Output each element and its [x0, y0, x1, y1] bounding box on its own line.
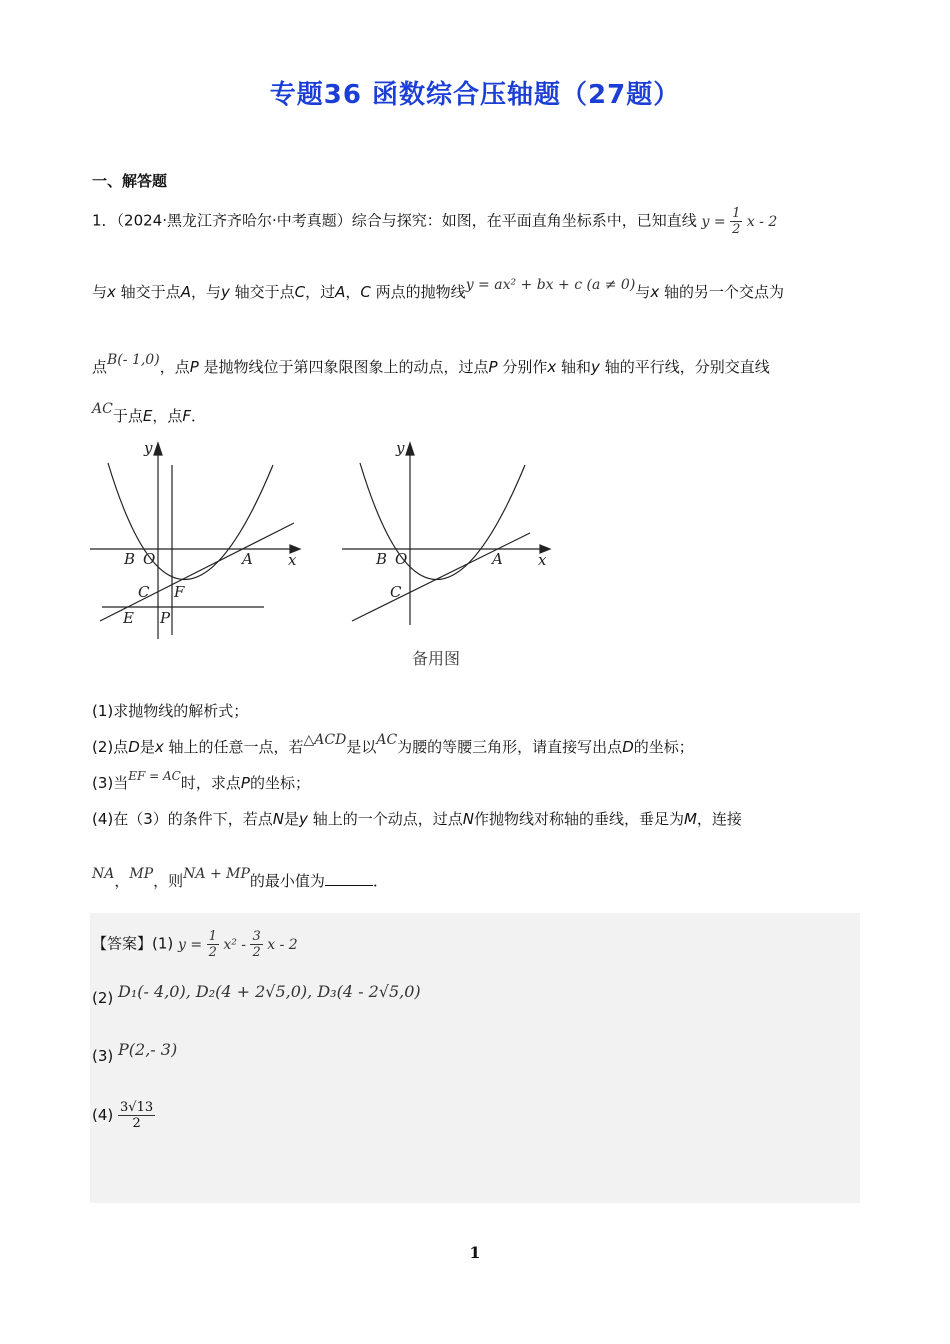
label-c: C	[390, 583, 402, 601]
figure-caption: 备用图	[412, 649, 461, 668]
answer-1: 【答案】(1) y = $\frac{1}{2}$ x² - $\frac{3}{2}$ x - 2	[92, 929, 298, 960]
figure-main	[88, 435, 318, 645]
question-3: (3)当$^{EF = AC}$时，求点P的坐标；	[92, 769, 310, 792]
parabola-equation: y = ax² + bx + c (a ≠ 0)	[465, 277, 636, 293]
label-b: B	[124, 550, 136, 568]
y-axis-arrow	[406, 443, 414, 455]
answer-4: (4) $\frac{3√13}{2}$	[92, 1100, 154, 1131]
problem-line-4: AC于点E，点F．	[92, 401, 206, 425]
label-x: x	[538, 551, 547, 569]
answer-3: (3) P(2,- 3)	[92, 1040, 178, 1065]
label-y: y	[144, 439, 153, 457]
label-f: F	[174, 583, 185, 601]
label-a: A	[242, 550, 253, 568]
y-axis-arrow	[154, 443, 162, 455]
problem-line-1	[92, 206, 777, 237]
line-ac	[352, 533, 530, 621]
label-c: C	[138, 583, 150, 601]
figure-backup	[340, 435, 570, 675]
page-number: 1	[469, 1243, 481, 1262]
answer-2: (2) D₁(- 4,0), D₂(4 + 2√5,0), D₃(4 - 2√5,0)	[92, 982, 421, 1007]
line-ac	[100, 523, 294, 621]
problem-line-2: 与x 轴交于点A，与y 轴交于点C，过A，C 两点的抛物线y = ax² + bx + c (a ≠ 0)与x 轴的另一个交点为	[92, 277, 784, 301]
label-x: x	[288, 551, 297, 569]
question-1: (1)求抛物线的解析式；	[92, 702, 249, 720]
label-b: B	[376, 550, 388, 568]
question-4: (4)在（3）的条件下，若点N是y 轴上的一个动点，过点N作抛物线对称轴的垂线，垂足为M，连接	[92, 810, 742, 828]
label-o: O	[395, 550, 408, 568]
line-equation: y = $\frac{1}{2}$ x - 2	[701, 206, 778, 237]
label-a: A	[492, 550, 503, 568]
equation-fraction: $\frac{1}{2}$	[732, 206, 741, 237]
label-p: P	[160, 609, 171, 627]
label-y: y	[396, 439, 405, 457]
question-4-cont: NA，MP，则NA + MP的最小值为 ．	[92, 866, 388, 890]
problem-line-3: 点B(- 1,0)，点P 是抛物线位于第四象限图象上的动点，过点P 分别作x 轴和y 轴的平行线，分别交直线	[92, 352, 770, 376]
question-2: (2)点D是x 轴上的任意一点，若△ACD是以AC为腰的等腰三角形，请直接写出点D的坐标；	[92, 732, 694, 756]
label-e: E	[123, 609, 134, 627]
section-heading: 一、解答题	[92, 172, 168, 190]
point-b-coord: B(- 1,0)	[107, 352, 160, 368]
answer-blank	[325, 871, 373, 886]
page-title: 专题36 函数综合压轴题（27题）	[269, 80, 681, 110]
problem-intro: 1．（2024·黑龙江齐齐哈尔·中考真题）综合与探究：如图，在平面直角坐标系中，已知直线	[92, 211, 697, 230]
label-o: O	[143, 550, 156, 568]
